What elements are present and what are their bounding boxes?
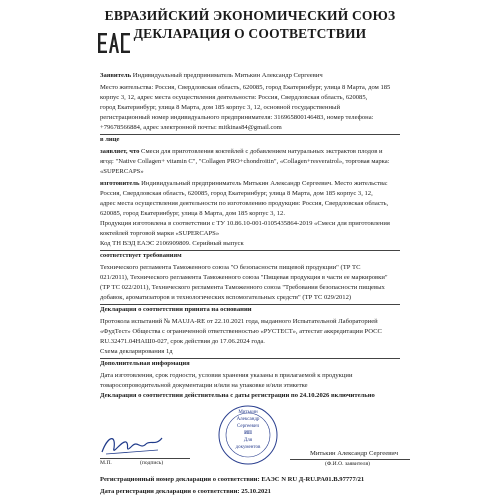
manufacturer-text-3: адрес места осуществления деятельности по изготовлению продукции: Россия, Свердловская область, (100, 200, 389, 207)
divider (100, 358, 400, 359)
validity-label: Декларация о соответствии действительна с даты регистрации по (100, 392, 299, 399)
manufacturer-text-6: коктейлей торговой марки «SUPERCAPS» (100, 230, 220, 237)
signer-rule (290, 459, 410, 460)
stamp-line: ИП (244, 431, 252, 436)
manufacturer-label: изготовитель (100, 180, 140, 187)
registration-date-label: Дата регистрации декларации о соответствии: (100, 488, 240, 495)
mp-label: М.П. (100, 460, 112, 466)
requirements-text-3: (ТР ТС 022/2011), Технического регламента Таможенного союза "Требования безопасности пищевых (100, 284, 385, 291)
registration-date-line (100, 488, 271, 496)
applicant-text-5: +79678566884, адрес электронной почты: mitkinas84@gmail.com (100, 124, 282, 131)
manufacturer-text-7: Код ТН ВЭД ЕАЭС 2106909809. Серийный выпуск (100, 240, 244, 247)
declares-label: заявляет, что (100, 148, 140, 155)
applicant-label: Заявитель (100, 72, 132, 79)
manufacturer-line (100, 180, 388, 188)
basis-text-4: Схема декларирования 1д (100, 348, 173, 355)
registration-number-label: Регистрационный номер декларации о соответствии: (100, 476, 260, 483)
validity-date: 24.10.2026 включительно (299, 392, 375, 399)
requirements-text-1: Технического регламента Таможенного союза "О безопасности пищевой продукции" (ТР ТС (100, 264, 361, 271)
manufacturer-text-4: 620085, город Екатеринбург, улица 8 Марта, дом 185 корпус 3, 12. (100, 210, 285, 217)
validity-line (100, 392, 375, 400)
additional-text-1: Дата изготовления, срок годности, условия хранения указаны в прилагаемой к продукции (100, 372, 353, 379)
applicant-line (100, 72, 323, 80)
additional-caption: Дополнительная информация (100, 360, 190, 367)
registration-date: 25.10.2021 (241, 488, 271, 495)
registration-number: ЕАЭС N RU Д-RU.PA01.B.97777/21 (261, 476, 365, 483)
divider (100, 250, 400, 251)
eac-logo-icon (97, 32, 131, 54)
basis-text-3: RU.32471.04НАШ0-027, срок действия до 17.06.2024 года. (100, 338, 265, 345)
manufacturer-text-5: Продукция изготовлена в соответствии с ТУ 10.86.10-001-0105435864-2019 «Смеси для приготовления (100, 220, 390, 227)
stamp-line: Митькин (238, 410, 258, 415)
signature-image (100, 430, 170, 460)
manufacturer-text-1: Индивидуальный предприниматель Митькин Александр Сергеевич. Место жительства: (141, 180, 388, 187)
manufacturer-text-2: Россия, Свердловская область, 620085, город Екатеринбург, улица 8 Марта, дом 185 корпус 3, 12, (100, 190, 373, 197)
union-title: ЕВРАЗИЙСКИЙ ЭКОНОМИЧЕСКИЙ СОЮЗ (104, 8, 396, 23)
additional-text-2: товаросопроводительной документации и/или на упаковке и/или этикетке (100, 382, 308, 389)
basis-text-2: «ФудТест» Общества с ограниченной ответственностью «РУСТЕСТ», аттестат аккредитации РОСС (100, 328, 382, 335)
requirements-text-4: добавок, ароматизаторов и технологических вспомогательных средств" (ТР ТС 029/2012) (100, 294, 352, 301)
sign-caption: (подпись) (140, 460, 164, 466)
declares-line (100, 148, 383, 156)
registration-number-line (100, 476, 364, 484)
stamp-line: документов (235, 445, 261, 450)
conforms-caption: соответствует требованиям (100, 252, 182, 259)
applicant-text-1: Место жительства: Россия, Свердловская область, 620085, город Екатеринбург, улица 8 Марта, дом 185 (100, 84, 391, 91)
signer-name: Митькин Александр Сергеевич (310, 450, 399, 457)
applicant-name: Индивидуальный предприниматель Митькин Александр Сергеевич (132, 72, 323, 79)
applicant-text-2: корпус 3, 12, адрес места осуществления деятельности: Россия, Свердловская область, 620085, (100, 94, 368, 101)
stamp-line: Александр (236, 417, 260, 422)
applicant-text-4: регистрационный номер индивидуального предпринимателя: 316965800146483, номер телефона: (100, 114, 374, 121)
divider (100, 134, 400, 135)
stamp-text (217, 410, 279, 460)
basis-caption: Декларация о соответствии принята на основании (100, 306, 252, 313)
declares-text-1: Смеси для приготовления коктейлей с добавлением натуральных экстрактов плодов и (141, 148, 383, 155)
applicant-text-3: город Екатеринбург, улица 8 Марта, дом 185 корпус 3, 12, основной государственный (100, 104, 340, 111)
signature-rule (100, 458, 190, 459)
divider (100, 304, 400, 305)
declares-text-2: ягод: "Native Collagen+ vitamin C", "Collagen PRO+chondroitin", «Collagen+resveratrol», торговая марка: (100, 158, 390, 165)
declares-text-3: «SUPERCAPS» (100, 168, 144, 175)
stamp-line: Сергеевич (236, 424, 260, 429)
in-person-caption: в лице (100, 136, 120, 143)
document-title: ДЕКЛАРАЦИЯ О СООТВЕТСТВИИ (133, 26, 367, 41)
stamp-line: Для (243, 438, 253, 443)
basis-text-1: Протокола испытаний № MAUJA-RE от 22.10.2021 года, выданного Испытательной Лабораторией (100, 318, 378, 325)
signer-caption: (Ф.И.О. заявителя) (325, 461, 371, 467)
requirements-text-2: 021/2011), Технического регламента Таможенного союза "Пищевая продукция в части ее маркировки" (100, 274, 388, 281)
